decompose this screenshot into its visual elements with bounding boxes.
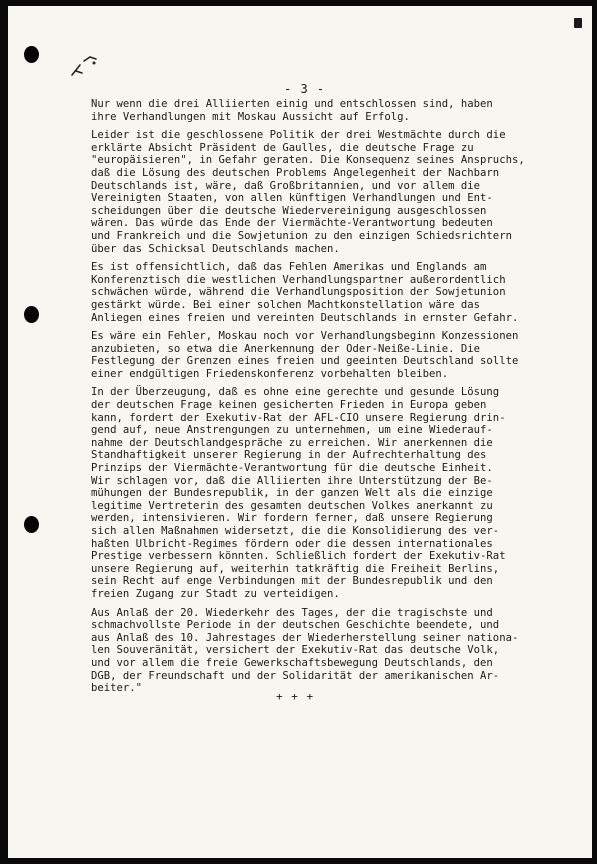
text-line: Prestige verbessern könnten. Schließlich fordert der Exekutiv-Rat <box>91 550 506 563</box>
text-line: erklärte Absicht Präsident de Gaulles, die deutsche Frage zu <box>91 141 474 154</box>
staple-mark <box>574 18 582 28</box>
text-line: unsere Regierung auf, weiterhin tatkräftig die Freiheit Berlins, <box>91 562 500 575</box>
text-line: kann, fordert der Exekutiv-Rat der AFL-CIO unsere Regierung drin- <box>91 411 506 424</box>
text-line: Deutschlands ist, wäre, daß Großbritannien, und vor allem die <box>91 179 481 192</box>
text-line: "europäisieren", in Gefahr geraten. Die Konsequenz seines Anspruchs, <box>91 154 525 167</box>
paragraph <box>91 607 561 695</box>
punch-hole-middle <box>24 306 39 323</box>
text-line: Aus Anlaß der 20. Wiederkehr des Tages, der die tragischste und <box>91 606 493 619</box>
text-line: scheidungen über die deutsche Wiedervereinigung ausgeschlossen <box>91 204 487 217</box>
paragraph <box>91 129 561 255</box>
pen-scribble <box>70 53 100 79</box>
paragraph <box>91 330 561 380</box>
text-line: Anliegen eines freien und vereinten Deutschlands in ernster Gefahr. <box>91 311 519 324</box>
end-marker: + + + <box>276 690 315 703</box>
document-page <box>8 6 592 858</box>
text-line: daß die Lösung des deutschen Problems Angelegenheit der Nachbarn <box>91 166 500 179</box>
text-line: schmachvollste Periode in der deutschen Geschichte beendete, und <box>91 619 500 632</box>
text-line: werden, intensivieren. Wir fordern ferner, daß unsere Regierung <box>91 512 493 525</box>
punch-hole-top <box>24 46 39 63</box>
text-line: Wir schlagen vor, daß die Alliierten ihre Unterstützung der Be- <box>91 474 493 487</box>
text-line: über das Schicksal Deutschlands machen. <box>91 242 340 255</box>
text-line: Standhaftigkeit unserer Regierung in der Aufrechterhaltung des <box>91 449 487 462</box>
text-line: anzubieten, so etwa die Anerkennung der Oder-Neiße-Linie. Die <box>91 342 481 355</box>
text-line: Prinzips der Viermächte-Verantwortung für die deutsche Einheit. <box>91 462 493 475</box>
document-body <box>91 98 561 701</box>
text-line: haßten Ulbricht-Regimes fördern oder die dessen internationales <box>91 537 493 550</box>
text-line: sein Recht auf enge Verbindungen mit der Bundesrepublik und den <box>91 575 493 588</box>
text-line: einer endgültigen Friedenskonferenz vorbehalten bleiben. <box>91 367 449 380</box>
text-line: der deutschen Frage keinen gesicherten Frieden in Europa geben <box>91 399 487 412</box>
text-line: Leider ist die geschlossene Politik der drei Westmächte durch die <box>91 129 506 142</box>
text-line: nahme der Deutschlandgespräche zu erreichen. Wir anerkennen die <box>91 436 493 449</box>
text-line: DGB, der Freundschaft und der Solidarität der amerikanischen Ar- <box>91 669 500 682</box>
text-line: len Souveränität, versichert der Exekutiv-Rat das deutsche Volk, <box>91 644 500 657</box>
text-line: gestärkt würde. Bei einer solchen Machtkonstellation wäre das <box>91 298 481 311</box>
text-line: aus Anlaß des 10. Jahrestages der Wiederherstellung seiner nationa- <box>91 631 519 644</box>
text-line: Festlegung der Grenzen eines freien und geeinten Deutschland sollte <box>91 355 519 368</box>
text-line: freien Zugang zur Stadt zu verteidigen. <box>91 587 340 600</box>
text-line: sich allen Maßnahmen widersetzt, die die Konsolidierung des ver- <box>91 525 500 537</box>
text-line: mühungen der Bundesrepublik, in der ganzen Welt als die einzige <box>91 487 493 500</box>
text-line: und vor allem die freie Gewerkschaftsbewegung Deutschlands, den <box>91 656 493 669</box>
text-line: legitime Vertreterin des gesamten deutschen Volkes anerkannt zu <box>91 499 493 512</box>
text-line: ihre Verhandlungen mit Moskau Aussicht auf Erfolg. <box>91 110 410 123</box>
text-line: und Frankreich und die Sowjetunion zu den einzigen Schiedsrichtern <box>91 229 512 242</box>
text-line: In der Überzeugung, daß es ohne eine gerechte und gesunde Lösung <box>91 386 500 399</box>
paragraph <box>91 98 561 123</box>
text-line: wären. Das würde das Ende der Viermächte-Verantwortung bedeuten <box>91 217 493 230</box>
punch-hole-bottom <box>24 516 39 533</box>
paragraph <box>91 386 561 600</box>
paragraph <box>91 261 561 324</box>
text-line: schwächen würde, während die Verhandlungsposition der Sowjetunion <box>91 286 506 299</box>
text-line: beiter." <box>91 682 143 695</box>
text-line: Nur wenn die drei Alliierten einig und entschlossen sind, haben <box>91 98 493 110</box>
text-line: Vereinigten Staaten, von allen künftigen Verhandlungen und Ent- <box>91 192 493 205</box>
text-line: Konferenztisch die westlichen Verhandlungspartner außerordentlich <box>91 273 506 286</box>
text-line: Es wäre ein Fehler, Moskau noch vor Verhandlungsbeginn Konzessionen <box>91 330 519 343</box>
page-number: - 3 - <box>284 82 326 96</box>
text-line: gend auf, neue Anstrengungen zu unternehmen, um eine Wiederauf- <box>91 424 493 437</box>
text-line: Es ist offensichtlich, daß das Fehlen Amerikas und Englands am <box>91 261 487 274</box>
